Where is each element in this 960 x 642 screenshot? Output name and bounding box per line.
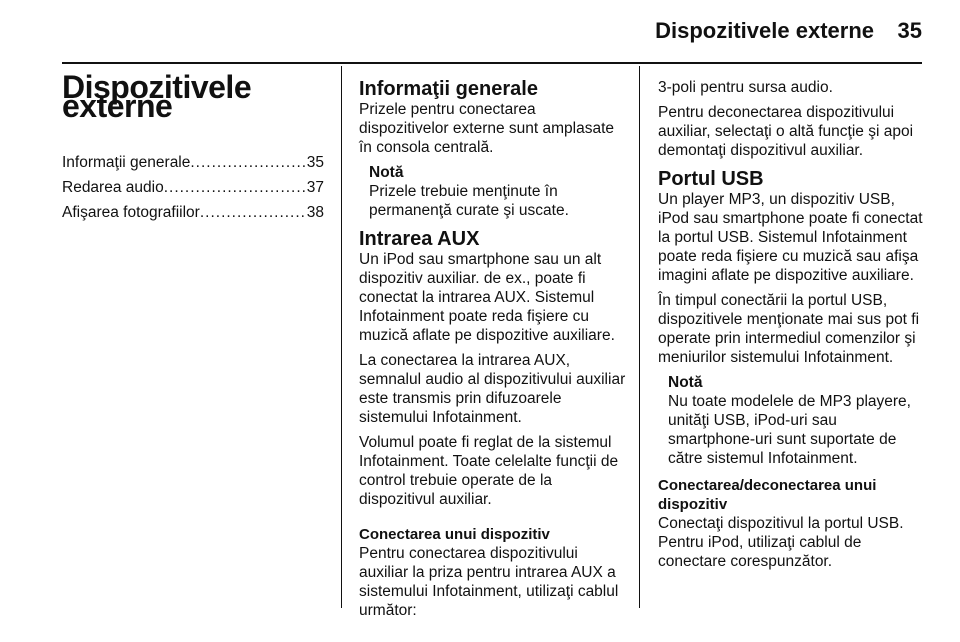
usb-paragraph: Un player MP3, un dispozitiv USB, iPod sau smartphone poate fi conectat la portul USB. Sistemul Infotainment poate reda fişiere cu muzică sau afişa imagini aflate pe dispozitive auxiliare. <box>658 191 923 284</box>
general-intro: Prizele pentru conectarea dispozitivelor externe sunt amplasate în consola centrală. <box>359 101 615 156</box>
usb-connect-text: Conectaţi dispozitivul la portul USB. Pentru iPod, utilizaţi cablul de conectare corespunzător. <box>658 515 904 570</box>
note-box <box>369 163 627 220</box>
toc-item-page: 38 <box>306 204 324 221</box>
note-text: Nu toate modelele de MP3 playere, unităţi USB, iPod-uri sau smartphone-uri sunt suportate de către sistemul Infotainment. <box>668 393 911 467</box>
toc-item-page: 37 <box>306 179 324 196</box>
toc-leader <box>164 178 307 197</box>
toc-item-label: Afişarea fotografiilor <box>62 204 200 221</box>
header-rule <box>62 62 922 64</box>
toc-leader <box>190 153 306 172</box>
toc-leader <box>200 203 307 222</box>
note-title: Notă <box>369 164 404 181</box>
toc-item[interactable] <box>62 203 324 222</box>
column-divider <box>341 66 342 608</box>
chapter-title: Dispozitivele externe <box>62 69 252 124</box>
aux-connect-continued: 3-poli pentru sursa audio. <box>658 79 833 96</box>
toc-item-label: Redarea audio <box>62 179 164 196</box>
toc-item[interactable] <box>62 153 324 172</box>
content-column-right <box>658 66 926 577</box>
aux-paragraph: La conectarea la intrarea AUX, semnalul audio al dispozitivului auxiliar este transmis prin difuzoarele sistemului Infotainment. <box>359 352 626 426</box>
section-heading-usb: Portul USB <box>658 168 764 190</box>
aux-connect-text: Pentru conectarea dispozitivului auxiliar la priza pentru intrarea AUX a sistemului Infotainment, utilizaţi cablul următor: <box>359 545 619 619</box>
toc-column <box>62 66 324 228</box>
column-divider <box>639 66 640 608</box>
section-heading-aux: Intrarea AUX <box>359 228 480 250</box>
usb-paragraph: În timpul conectării la portul USB, dispozitivele menţionate mai sus pot fi operate prin intermediul comenzilor şi meniurilor sistemului Infotainment. <box>658 292 920 366</box>
note-box <box>668 373 926 468</box>
toc-item[interactable] <box>62 178 324 197</box>
note-title: Notă <box>668 374 703 391</box>
header-title: Dispozitivele externe <box>655 18 874 43</box>
toc-item-page: 35 <box>306 154 324 171</box>
content-column-middle <box>359 66 627 626</box>
toc-item-label: Informaţii generale <box>62 154 191 171</box>
note-text: Prizele trebuie menţinute în permanenţă curate şi uscate. <box>369 183 569 219</box>
aux-paragraph: Volumul poate fi reglat de la sistemul Infotainment. Toate celelalte funcţii de control trebuie operate de la dispozitivul auxiliar. <box>359 434 619 508</box>
page-number: 35 <box>897 18 922 43</box>
section-heading-general: Informaţii generale <box>359 78 538 100</box>
aux-disconnect-text: Pentru deconectarea dispozitivului auxiliar, selectaţi o altă funcţie şi apoi demontaţi dispozitivul auxiliar. <box>658 104 914 159</box>
subheading-connect-device: Conectarea unui dispozitiv <box>359 526 550 543</box>
subheading-connect-disconnect: Conectarea/deconectarea unui dispozitiv <box>658 477 877 513</box>
aux-paragraph: Un iPod sau smartphone sau un alt dispozitiv auxiliar. de ex., poate fi conectat la intrarea AUX. Sistemul Infotainment poate reda fişiere cu muzică aflate pe dispozitive auxiliare. <box>359 251 615 344</box>
